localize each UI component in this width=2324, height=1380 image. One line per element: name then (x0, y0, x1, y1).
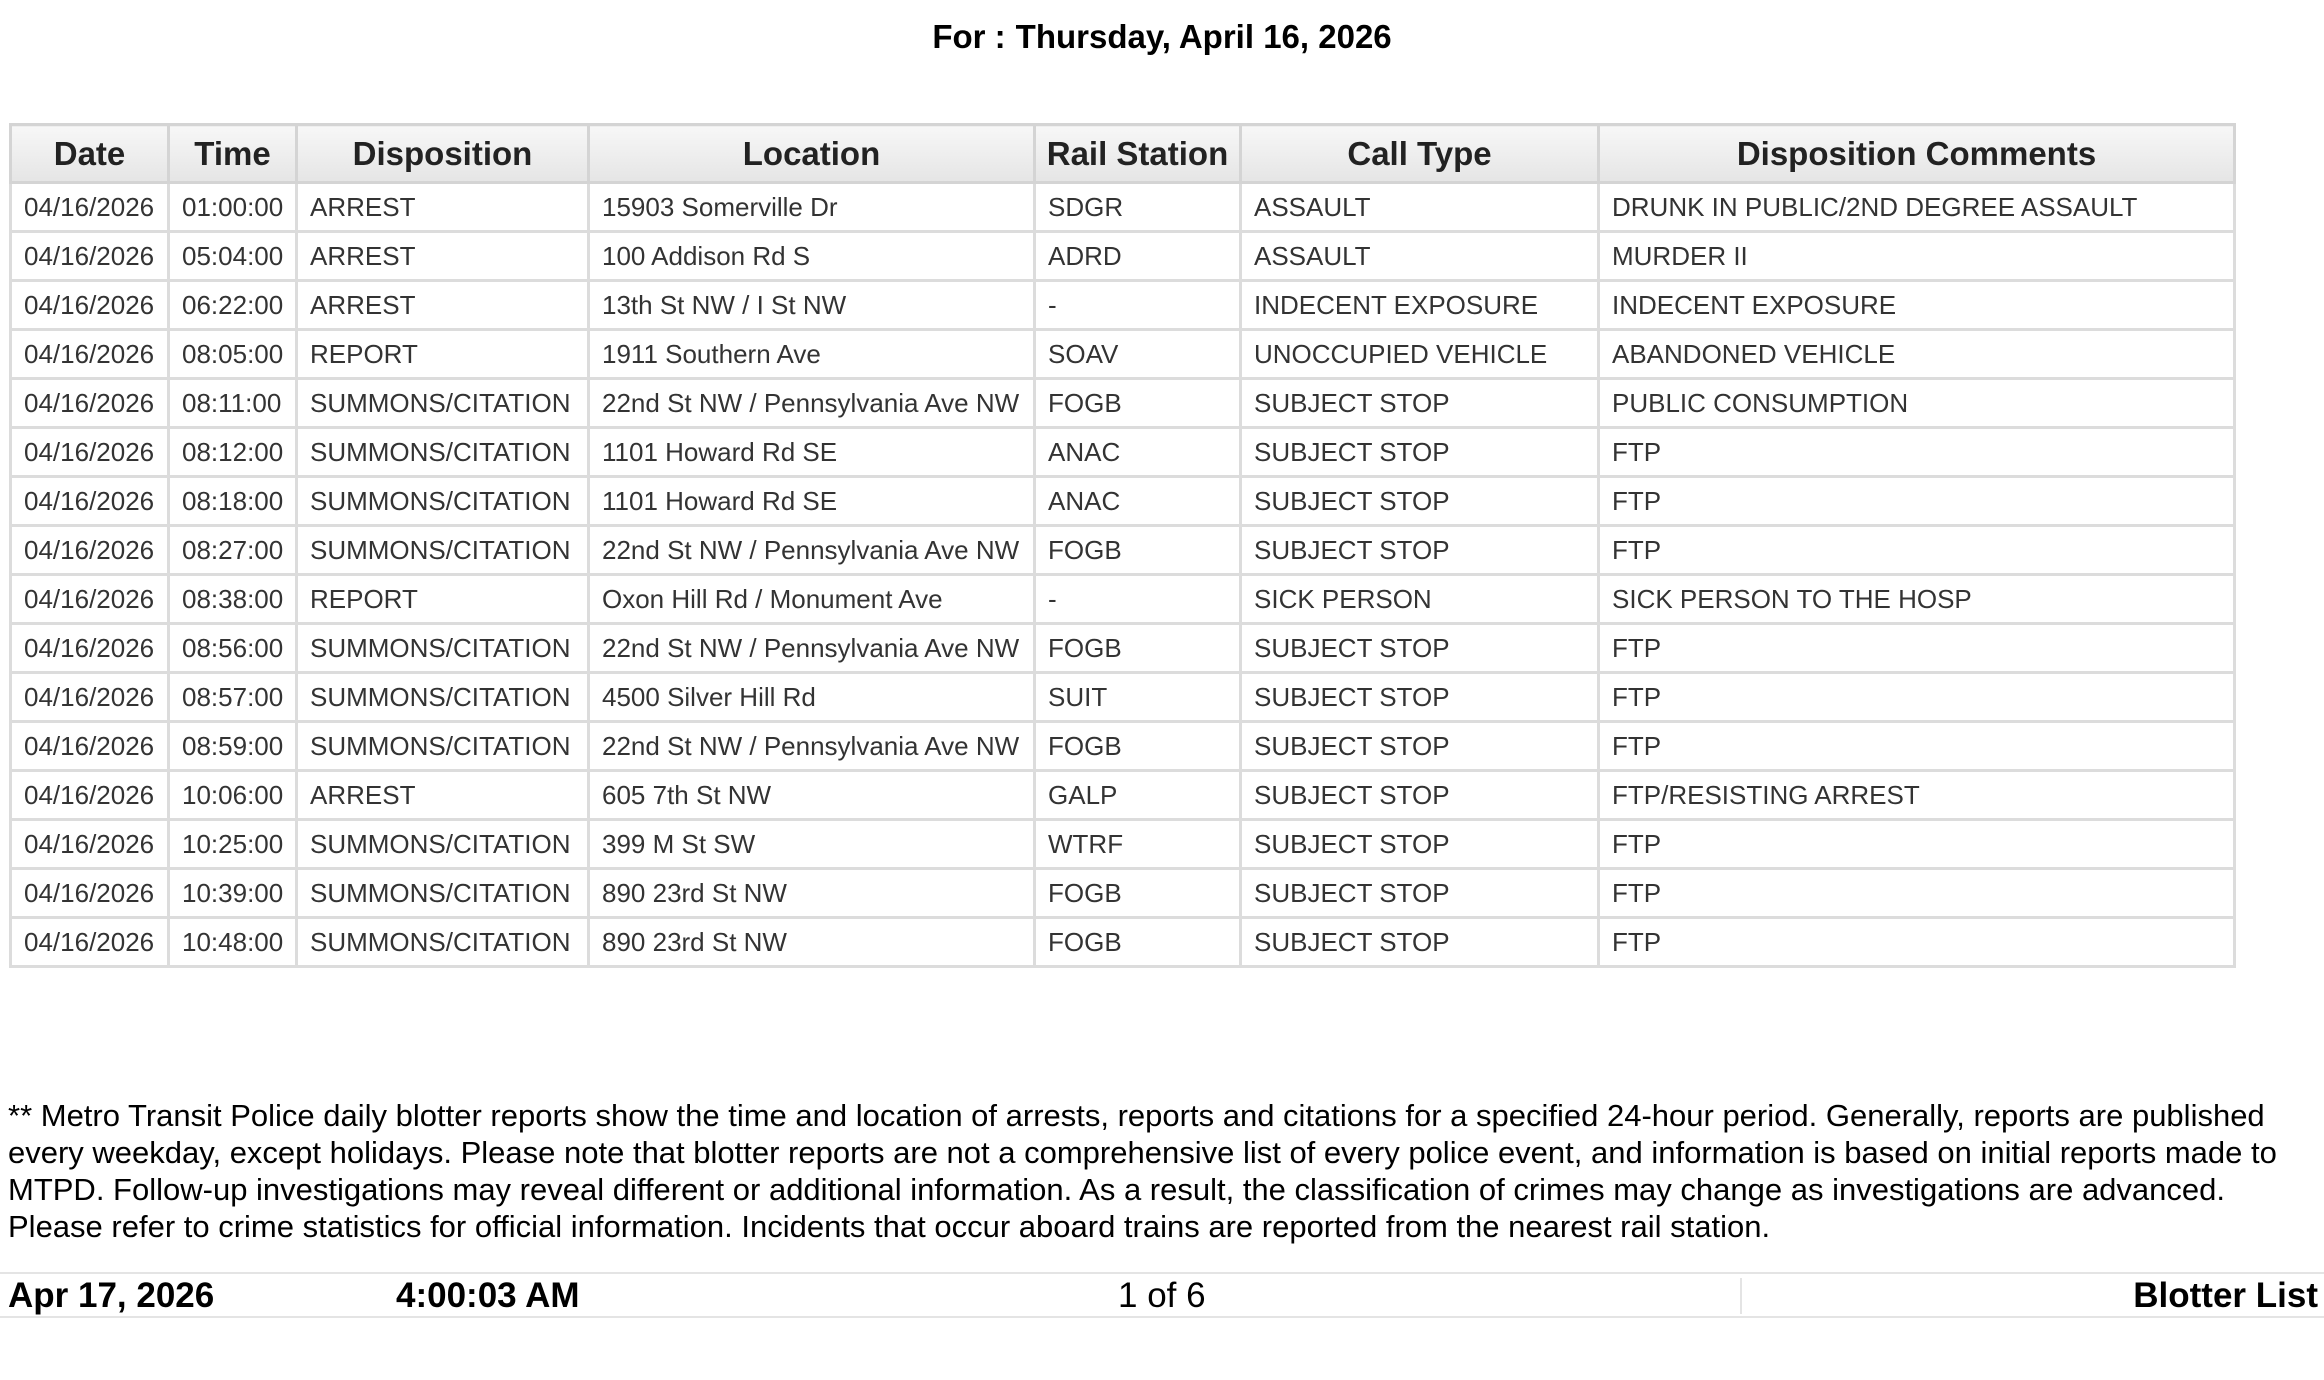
cell-disposition: ARREST (297, 183, 589, 232)
column-header-call-type: Call Type (1241, 125, 1599, 183)
cell-date: 04/16/2026 (11, 575, 169, 624)
cell-call-type: ASSAULT (1241, 183, 1599, 232)
footer-date: Apr 17, 2026 (8, 1276, 215, 1315)
cell-time: 10:39:00 (169, 869, 297, 918)
cell-disposition-comments: FTP (1599, 673, 2235, 722)
cell-call-type: SUBJECT STOP (1241, 918, 1599, 967)
cell-location: 4500 Silver Hill Rd (589, 673, 1035, 722)
disclaimer-footnote: ** Metro Transit Police daily blotter reports show the time and location of arrests, reports and citations for a specified 24-hour period. Generally, reports are published every weekday, except holidays. Please note that blotter reports are not a comprehensive list of every police event, and information is based on initial reports made to MTPD. Follow-up investigations may reveal different or additional information. As a result, the classification of crimes may change as investigations are advanced. Please refer to crime statistics for official information. Incidents that occur aboard trains are reported from the nearest rail station. (8, 1098, 2277, 1244)
column-header-date: Date (11, 125, 169, 183)
cell-rail-station: - (1035, 281, 1241, 330)
cell-location: 399 M St SW (589, 820, 1035, 869)
cell-disposition-comments: FTP (1599, 869, 2235, 918)
cell-rail-station: FOGB (1035, 722, 1241, 771)
table-row (11, 428, 2235, 477)
cell-disposition-comments: PUBLIC CONSUMPTION (1599, 379, 2235, 428)
cell-location: 15903 Somerville Dr (589, 183, 1035, 232)
footer-time: 4:00:03 AM (396, 1276, 580, 1315)
cell-call-type: SUBJECT STOP (1241, 428, 1599, 477)
cell-disposition-comments: SICK PERSON TO THE HOSP (1599, 575, 2235, 624)
cell-disposition-comments: FTP (1599, 722, 2235, 771)
cell-time: 10:25:00 (169, 820, 297, 869)
table-row (11, 673, 2235, 722)
cell-disposition: ARREST (297, 232, 589, 281)
cell-location: 22nd St NW / Pennsylvania Ave NW (589, 624, 1035, 673)
cell-date: 04/16/2026 (11, 771, 169, 820)
cell-disposition: ARREST (297, 281, 589, 330)
cell-disposition: SUMMONS/CITATION (297, 673, 589, 722)
cell-time: 05:04:00 (169, 232, 297, 281)
cell-location: 22nd St NW / Pennsylvania Ave NW (589, 526, 1035, 575)
report-header (0, 18, 2324, 56)
cell-call-type: SUBJECT STOP (1241, 477, 1599, 526)
cell-time: 08:27:00 (169, 526, 297, 575)
cell-disposition: REPORT (297, 575, 589, 624)
cell-rail-station: FOGB (1035, 624, 1241, 673)
cell-date: 04/16/2026 (11, 673, 169, 722)
cell-date: 04/16/2026 (11, 820, 169, 869)
cell-call-type: SICK PERSON (1241, 575, 1599, 624)
cell-location: 1101 Howard Rd SE (589, 477, 1035, 526)
cell-rail-station: - (1035, 575, 1241, 624)
for-label: For : (932, 18, 1006, 55)
cell-rail-station: ADRD (1035, 232, 1241, 281)
cell-disposition: SUMMONS/CITATION (297, 918, 589, 967)
blotter-body (11, 183, 2235, 967)
cell-date: 04/16/2026 (11, 722, 169, 771)
cell-time: 08:57:00 (169, 673, 297, 722)
cell-call-type: INDECENT EXPOSURE (1241, 281, 1599, 330)
cell-time: 08:59:00 (169, 722, 297, 771)
column-header-disposition: Disposition (297, 125, 589, 183)
cell-time: 08:11:00 (169, 379, 297, 428)
cell-disposition: SUMMONS/CITATION (297, 624, 589, 673)
cell-disposition-comments: FTP (1599, 624, 2235, 673)
page-footer (0, 1272, 2324, 1318)
cell-rail-station: FOGB (1035, 379, 1241, 428)
cell-time: 08:18:00 (169, 477, 297, 526)
cell-time: 06:22:00 (169, 281, 297, 330)
cell-time: 01:00:00 (169, 183, 297, 232)
cell-disposition: SUMMONS/CITATION (297, 869, 589, 918)
cell-call-type: SUBJECT STOP (1241, 820, 1599, 869)
cell-call-type: SUBJECT STOP (1241, 673, 1599, 722)
cell-time: 10:48:00 (169, 918, 297, 967)
cell-date: 04/16/2026 (11, 281, 169, 330)
cell-call-type: ASSAULT (1241, 232, 1599, 281)
cell-rail-station: ANAC (1035, 477, 1241, 526)
table-row (11, 232, 2235, 281)
cell-rail-station: SOAV (1035, 330, 1241, 379)
cell-location: 1911 Southern Ave (589, 330, 1035, 379)
cell-rail-station: SDGR (1035, 183, 1241, 232)
cell-location: 22nd St NW / Pennsylvania Ave NW (589, 722, 1035, 771)
report-date: Thursday, April 16, 2026 (1015, 18, 1392, 55)
cell-rail-station: SUIT (1035, 673, 1241, 722)
cell-location: 605 7th St NW (589, 771, 1035, 820)
cell-disposition: SUMMONS/CITATION (297, 526, 589, 575)
cell-rail-station: WTRF (1035, 820, 1241, 869)
table-row (11, 771, 2235, 820)
table-row (11, 477, 2235, 526)
cell-date: 04/16/2026 (11, 379, 169, 428)
cell-date: 04/16/2026 (11, 183, 169, 232)
table-row (11, 869, 2235, 918)
column-header-disposition-comments: Disposition Comments (1599, 125, 2235, 183)
table-row (11, 281, 2235, 330)
cell-call-type: SUBJECT STOP (1241, 722, 1599, 771)
cell-date: 04/16/2026 (11, 232, 169, 281)
cell-disposition: SUMMONS/CITATION (297, 379, 589, 428)
cell-call-type: UNOCCUPIED VEHICLE (1241, 330, 1599, 379)
cell-time: 08:56:00 (169, 624, 297, 673)
cell-disposition-comments: DRUNK IN PUBLIC/2ND DEGREE ASSAULT (1599, 183, 2235, 232)
cell-date: 04/16/2026 (11, 869, 169, 918)
footer-page-number: 1 of 6 (1118, 1276, 1206, 1315)
table-row (11, 183, 2235, 232)
cell-rail-station: FOGB (1035, 918, 1241, 967)
cell-date: 04/16/2026 (11, 477, 169, 526)
cell-rail-station: ANAC (1035, 428, 1241, 477)
cell-call-type: SUBJECT STOP (1241, 771, 1599, 820)
cell-disposition-comments: FTP (1599, 428, 2235, 477)
cell-date: 04/16/2026 (11, 526, 169, 575)
footer-report-title: Blotter List (2133, 1276, 2318, 1315)
table-row (11, 820, 2235, 869)
table-row (11, 722, 2235, 771)
cell-disposition-comments: MURDER II (1599, 232, 2235, 281)
table-row (11, 379, 2235, 428)
cell-call-type: SUBJECT STOP (1241, 526, 1599, 575)
cell-time: 08:12:00 (169, 428, 297, 477)
cell-rail-station: FOGB (1035, 869, 1241, 918)
cell-call-type: SUBJECT STOP (1241, 624, 1599, 673)
cell-date: 04/16/2026 (11, 918, 169, 967)
cell-call-type: SUBJECT STOP (1241, 379, 1599, 428)
cell-date: 04/16/2026 (11, 428, 169, 477)
cell-disposition: SUMMONS/CITATION (297, 820, 589, 869)
cell-time: 10:06:00 (169, 771, 297, 820)
cell-date: 04/16/2026 (11, 330, 169, 379)
cell-location: 890 23rd St NW (589, 918, 1035, 967)
cell-disposition-comments: FTP (1599, 820, 2235, 869)
cell-disposition-comments: FTP/RESISTING ARREST (1599, 771, 2235, 820)
column-header-time: Time (169, 125, 297, 183)
table-row (11, 575, 2235, 624)
cell-disposition: ARREST (297, 771, 589, 820)
cell-date: 04/16/2026 (11, 624, 169, 673)
column-header-location: Location (589, 125, 1035, 183)
cell-disposition: SUMMONS/CITATION (297, 428, 589, 477)
footer-divider (1740, 1278, 1742, 1314)
blotter-table (9, 123, 2236, 968)
table-row (11, 526, 2235, 575)
column-header-rail-station: Rail Station (1035, 125, 1241, 183)
cell-disposition-comments: INDECENT EXPOSURE (1599, 281, 2235, 330)
cell-rail-station: FOGB (1035, 526, 1241, 575)
cell-disposition-comments: ABANDONED VEHICLE (1599, 330, 2235, 379)
table-row (11, 918, 2235, 967)
cell-disposition: REPORT (297, 330, 589, 379)
table-header-row (11, 125, 2235, 183)
cell-disposition: SUMMONS/CITATION (297, 722, 589, 771)
cell-location: 13th St NW / I St NW (589, 281, 1035, 330)
cell-location: 22nd St NW / Pennsylvania Ave NW (589, 379, 1035, 428)
cell-disposition-comments: FTP (1599, 918, 2235, 967)
cell-disposition-comments: FTP (1599, 526, 2235, 575)
cell-time: 08:05:00 (169, 330, 297, 379)
cell-call-type: SUBJECT STOP (1241, 869, 1599, 918)
cell-location: Oxon Hill Rd / Monument Ave (589, 575, 1035, 624)
cell-time: 08:38:00 (169, 575, 297, 624)
cell-disposition: SUMMONS/CITATION (297, 477, 589, 526)
table-row (11, 330, 2235, 379)
cell-location: 890 23rd St NW (589, 869, 1035, 918)
cell-location: 1101 Howard Rd SE (589, 428, 1035, 477)
table-row (11, 624, 2235, 673)
cell-location: 100 Addison Rd S (589, 232, 1035, 281)
cell-disposition-comments: FTP (1599, 477, 2235, 526)
cell-rail-station: GALP (1035, 771, 1241, 820)
